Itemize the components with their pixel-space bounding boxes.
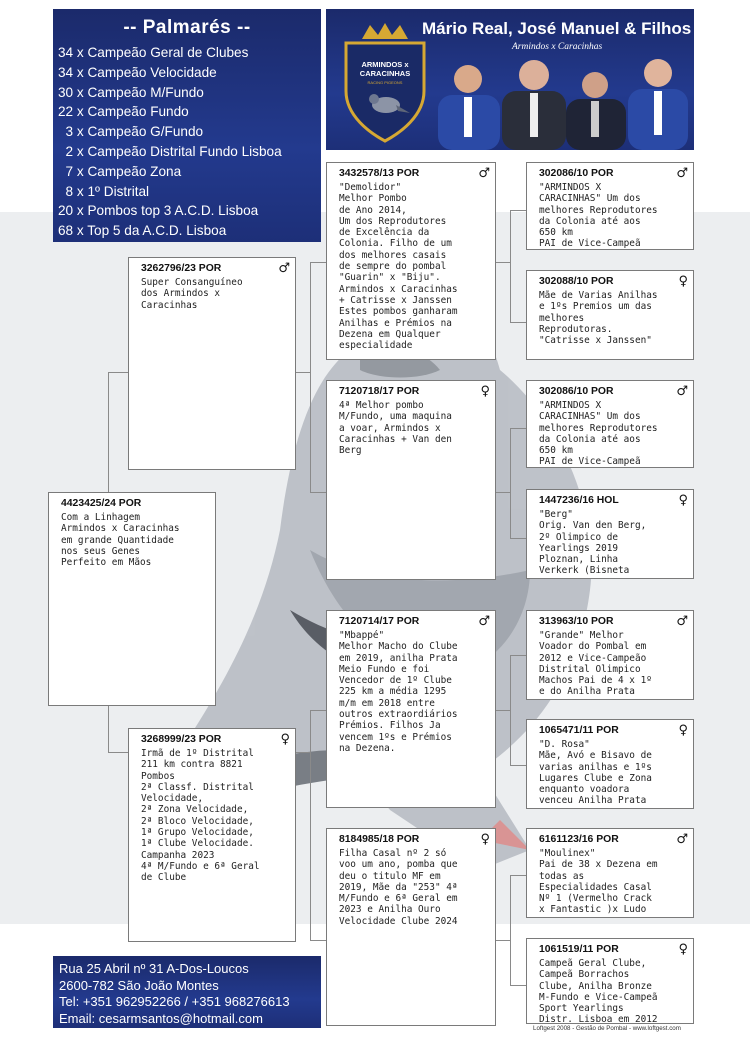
- list-item: 7 x Campeão Zona: [58, 163, 182, 179]
- female-icon: ♀: [678, 274, 688, 289]
- male-icon: ♂: [676, 832, 688, 847]
- card-text: "ARMINDOS X CARACINHAS" Um dos melhores Reprodutores da Colonia até aos 650 km PAI de Vice-Campeã: [539, 182, 658, 250]
- pedigree-card-sire: [128, 257, 296, 470]
- palmares-title: -- Palmarés --: [123, 17, 251, 38]
- list-item: 2 x Campeão Distrital Fundo Lisboa: [58, 143, 282, 159]
- pedigree-card-gg-4: [526, 489, 694, 579]
- card-text: "Mbappé" Melhor Macho do Clube em 2019, anilha Prata Meio Fundo e foi Vencedor de 1º Clube 225 km a média 1295 m/m em 2018 entre outros extraordiários Prémios. Filhos Ja vencem 1ºs e Prémios na Dezena.: [339, 630, 458, 754]
- female-icon: ♀: [678, 723, 688, 738]
- card-text: Irmã de 1º Distrital 211 km contra 8821 Pombos 2ª Classf. Distrital Velocidade, 2ª Zona Velocidade, 2ª Bloco Velocidade, 1ª Grupo Velocidade, 1ª Clube Velocidade. Campanha 2023 4ª M/Fundo e 6ª Geral de Clube: [141, 748, 260, 884]
- list-item: 30 x Campeão M/Fundo: [58, 84, 204, 100]
- ring-number: 313963/10 POR: [539, 616, 614, 627]
- female-icon: ♀: [480, 384, 490, 399]
- male-icon: ♂: [676, 166, 688, 181]
- palmares-panel: [53, 9, 321, 242]
- ring-number: 4423425/24 POR: [61, 498, 142, 509]
- card-text: 4ª Melhor pombo M/Fundo, uma maquina a voar, Armindos x Caracinhas + Van den Berg: [339, 400, 452, 457]
- list-item: 8 x 1º Distrital: [58, 183, 150, 199]
- loft-subtitle: Armindos x Caracinhas: [512, 42, 603, 52]
- ring-number: 6161123/16 POR: [539, 834, 619, 845]
- card-text: "Demolidor" Melhor Pombo de Ano 2014, Um dos Reprodutores de Excelência da Colonia. Filho de um dos melhores casais de sempre do pombal "Guarin" x "Biju". Armindos x Caracinhas + Catrisse x Janssen Estes pombos ganharam Anilhas e Prémios na Dezena em Qualquer especialidade: [339, 182, 458, 352]
- female-icon: ♀: [678, 493, 688, 508]
- ring-number: 3432578/13 POR: [339, 168, 420, 179]
- pedigree-card-sire-dam: [326, 380, 496, 580]
- ring-number: 302086/10 POR: [539, 386, 614, 397]
- pedigree-card-gg-8: [526, 938, 694, 1024]
- crest-logo-icon: [340, 21, 430, 143]
- email-line: Email: cesarmsantos@hotmail.com: [59, 1010, 263, 1026]
- ring-number: 3262796/23 POR: [141, 263, 222, 274]
- list-item: 68 x Top 5 da A.C.D. Lisboa: [58, 223, 227, 239]
- card-text: "Berg" Orig. Van den Berg, 2º Olimpico de Yearlings 2019 Ploznan, Linha Verkerk (Bisneta: [539, 509, 647, 577]
- female-icon: ♀: [280, 732, 290, 747]
- ring-number: 3268999/23 POR: [141, 734, 222, 745]
- ring-number: 1447236/16 HOL: [539, 495, 619, 506]
- pedigree-card-dam-dam: [326, 828, 496, 1026]
- list-item: 3 x Campeão G/Fundo: [58, 124, 204, 140]
- software-footer: Loftgest 2008 - Gestão de Pombal - www.loftgest.com: [533, 1025, 681, 1032]
- pedigree-card-dam-sire: [326, 610, 496, 808]
- ring-number: 1065471/11 POR: [539, 725, 619, 736]
- ring-number: 302086/10 POR: [539, 168, 614, 179]
- male-icon: ♂: [478, 166, 490, 181]
- postal-line: 2600-782 São João Montes: [59, 977, 219, 993]
- pedigree-card-gg-2: [526, 270, 694, 360]
- logo-text-1: ARMINDOS x: [361, 60, 409, 69]
- pedigree-card-dam: [128, 728, 296, 942]
- list-item: 22 x Campeão Fundo: [58, 104, 189, 120]
- ring-number: 7120714/17 POR: [339, 616, 420, 627]
- pedigree-card-gg-7: [526, 828, 694, 918]
- card-text: "D. Rosa" Mãe, Avó e Bisavo de varias anilhas e 1ºs Lugares Clube e Zona enquanto voadora venceu Anilha Prata: [539, 739, 652, 807]
- loft-title: Mário Real, José Manuel & Filhos: [422, 19, 692, 38]
- male-icon: ♂: [676, 614, 688, 629]
- logo-text-2: CARACINHAS: [359, 69, 411, 78]
- card-text: Campeã Geral Clube, Campeã Borrachos Clube, Anilha Bronze M-Fundo e Vice-Campeã Sport Yearlings Distr. Lisboa em 2012: [539, 958, 658, 1026]
- ring-number: 8184985/18 POR: [339, 834, 420, 845]
- ring-number: 1061519/11 POR: [539, 944, 619, 955]
- card-text: Super Consanguíneo dos Armindos x Caracinhas: [141, 277, 243, 311]
- pedigree-card-sire-sire: [326, 162, 496, 360]
- family-photo-image: [430, 55, 692, 150]
- list-item: 34 x Campeão Velocidade: [58, 64, 217, 80]
- palmares-list: [53, 43, 321, 241]
- male-icon: ♂: [676, 384, 688, 399]
- card-text: "Moulinex" Pai de 38 x Dezena em todas as Especialidades Casal Nº 1 (Vermelho Crack x Fantastic )x Ludo: [539, 848, 658, 916]
- pedigree-card-gg-6: [526, 719, 694, 809]
- female-icon: ♀: [678, 942, 688, 957]
- ring-number: 7120718/17 POR: [339, 386, 420, 397]
- logo-small-text: RACING PIGEONS: [367, 80, 403, 85]
- list-item: 20 x Pombos top 3 A.C.D. Lisboa: [58, 203, 259, 219]
- address-line: Rua 25 Abril nº 31 A-Dos-Loucos: [59, 961, 249, 976]
- contact-panel: [53, 956, 321, 1028]
- card-text: Com a Linhagem Armindos x Caracinhas em grande Quantidade nos seus Genes Perfeito em Mãos: [61, 512, 180, 569]
- card-text: "Grande" Melhor Voador do Pombal em 2012 e Vice-Campeão Distrital Olimpico Machos Pai de 4 x 1º e do Anilha Prata: [539, 630, 652, 698]
- pedigree-card-gg-5: [526, 610, 694, 700]
- pedigree-card-gg-1: [526, 162, 694, 250]
- female-icon: ♀: [480, 832, 490, 847]
- card-text: Filha Casal nº 2 só voo um ano, pomba que deu o titulo MF em 2019, Mãe da "253" 4ª M/Fundo e 6ª Geral em 2023 e Anilha Ouro Velocidade Clube 2024: [339, 848, 458, 927]
- header-banner: [326, 9, 694, 150]
- male-icon: ♂: [478, 614, 490, 629]
- male-icon: ♂: [278, 261, 290, 276]
- ring-number: 302088/10 POR: [539, 276, 614, 287]
- phone-line: Tel: +351 962952266 / +351 968276613: [59, 994, 290, 1009]
- pedigree-card-subject: [48, 492, 216, 706]
- card-text: Mãe de Varias Anilhas e 1ºs Premios um das melhores Reprodutoras. "Catrisse x Janssen": [539, 290, 658, 347]
- list-item: 34 x Campeão Geral de Clubes: [58, 45, 249, 60]
- card-text: "ARMINDOS X CARACINHAS" Um dos melhores Reprodutores da Colonia até aos 650 km PAI de Vice-Campeã: [539, 400, 658, 468]
- pedigree-card-gg-3: [526, 380, 694, 468]
